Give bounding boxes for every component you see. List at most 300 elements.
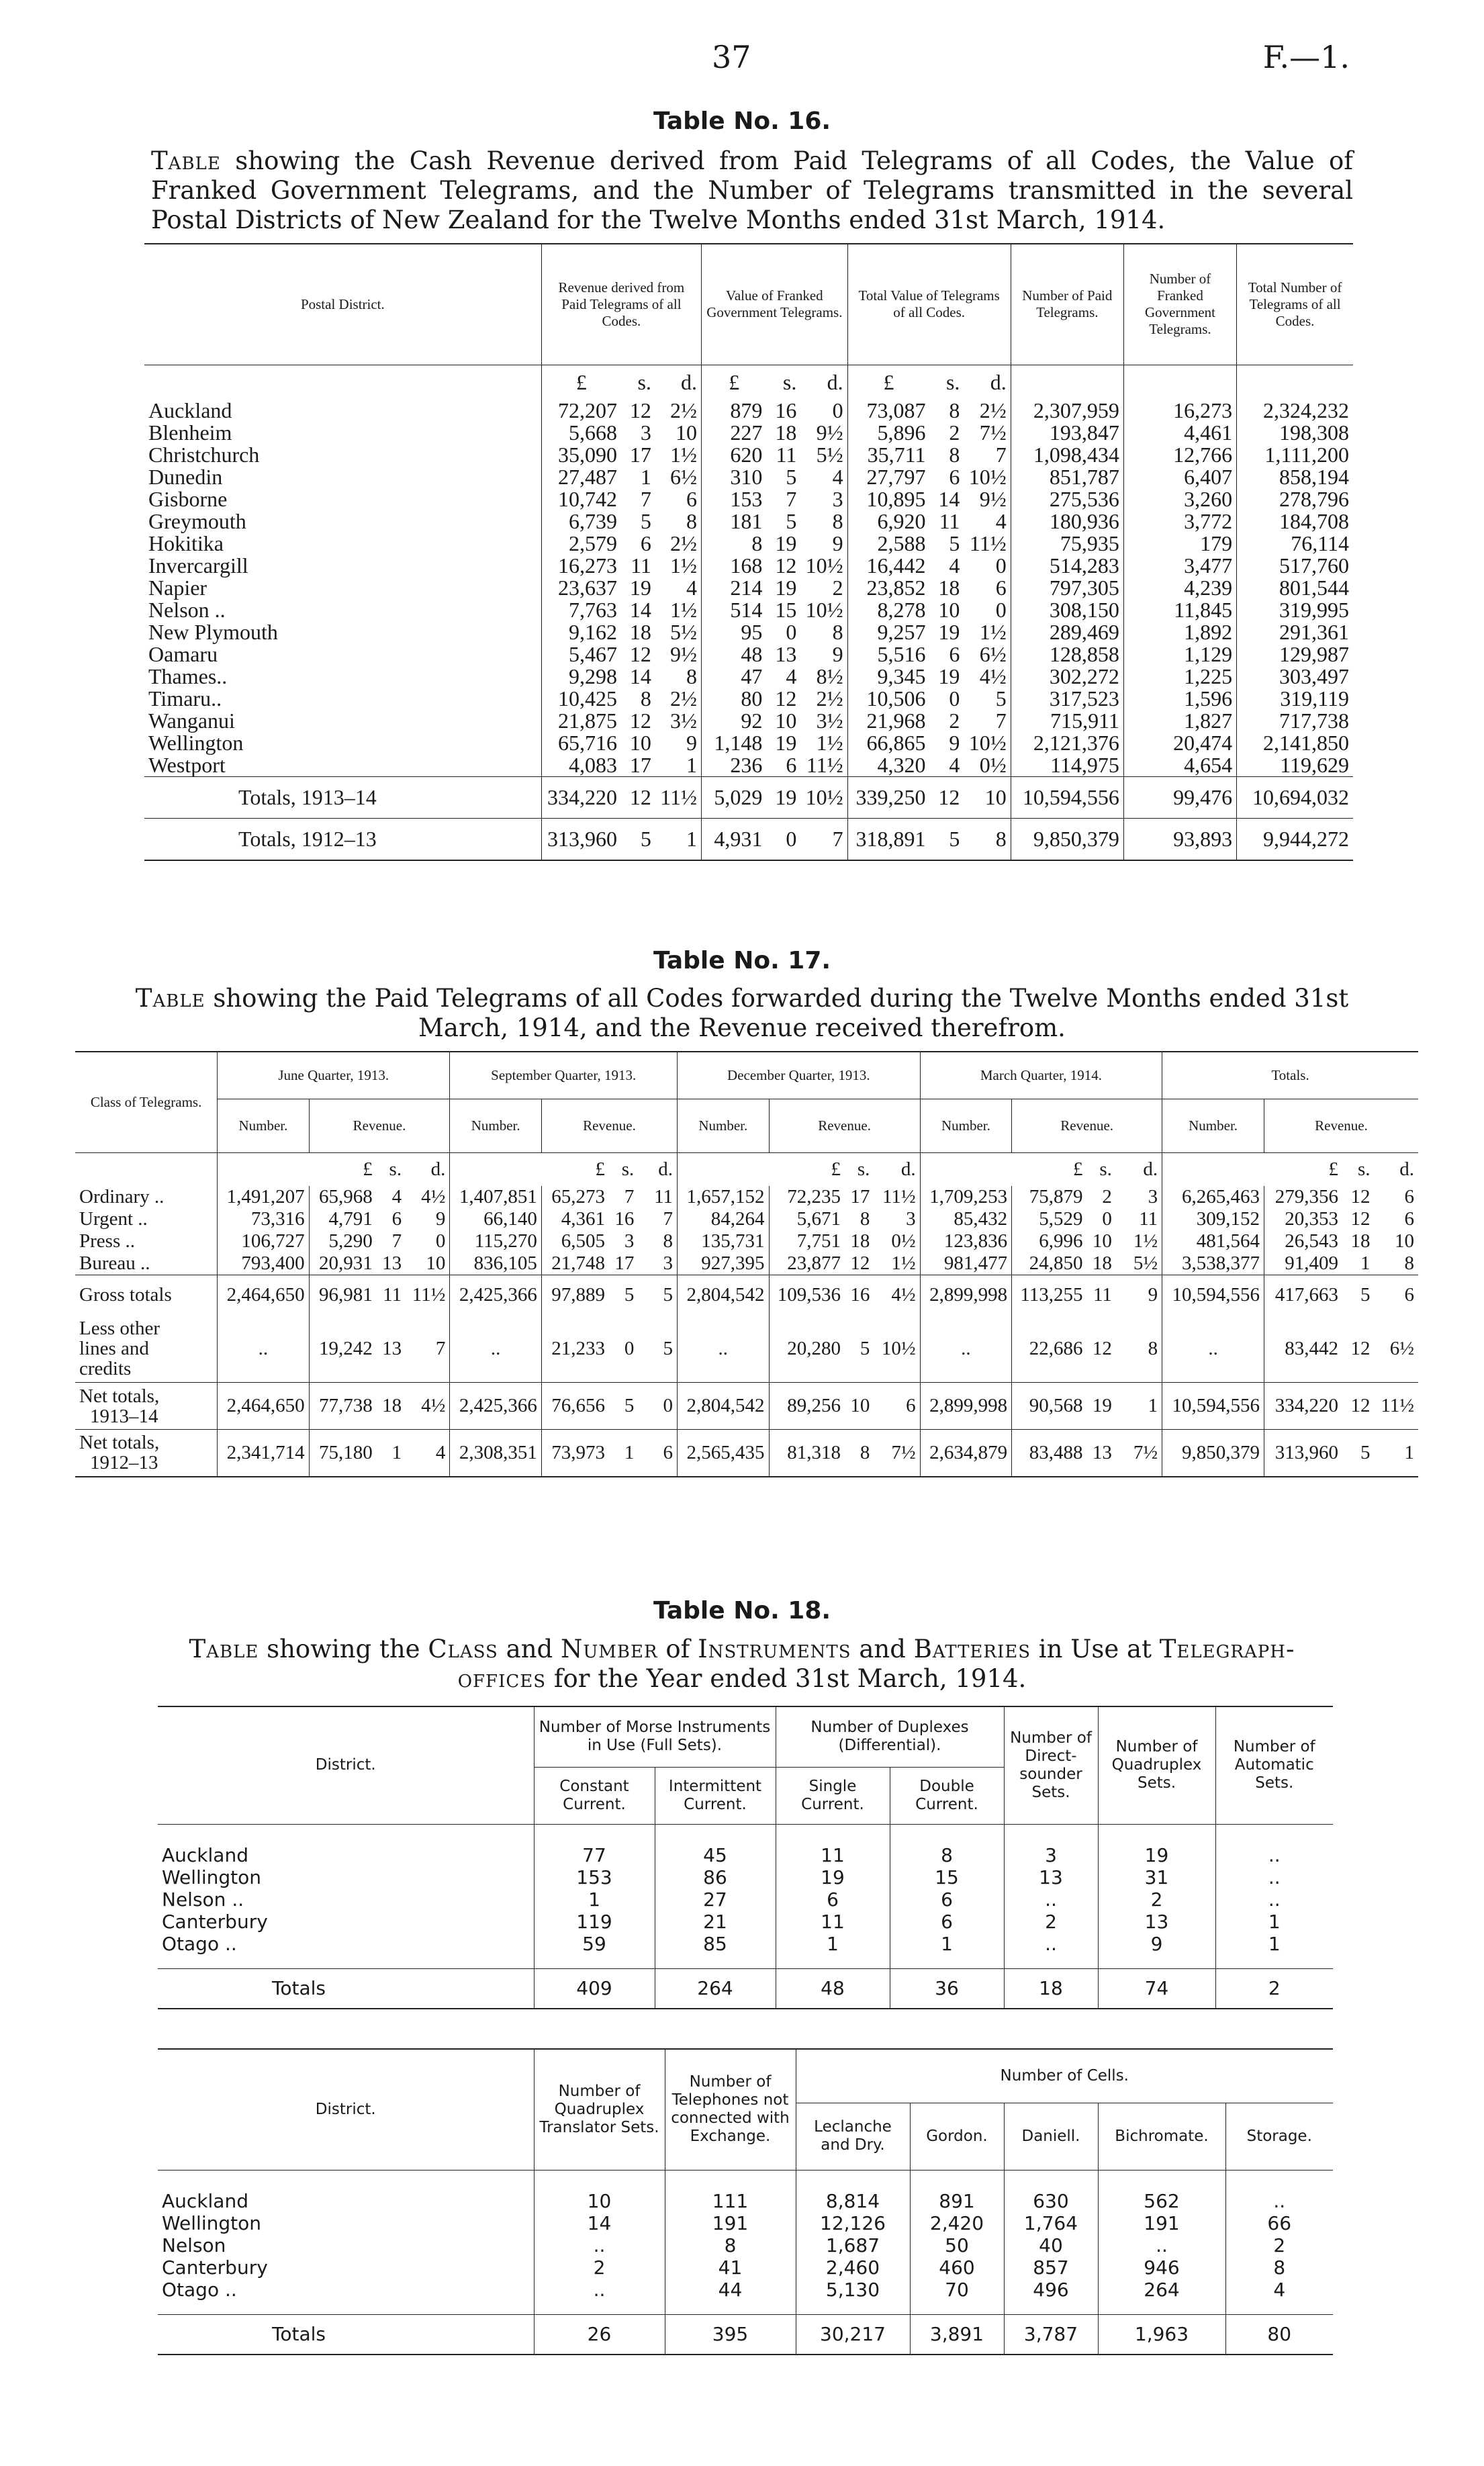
- table18-header-row: [158, 1706, 1333, 1767]
- table16-col-header: Value of Franked Government Telegrams.: [702, 244, 848, 365]
- unit-label: s.: [1099, 1158, 1112, 1180]
- revenue-pence: 3: [1148, 1186, 1158, 1207]
- revenue-pounds: 334,220: [1264, 1383, 1342, 1430]
- spacer-cell: [776, 1955, 890, 1968]
- spacer-cell: [890, 1824, 1004, 1844]
- unit-label: s.: [1358, 1158, 1371, 1180]
- battery-count: 40: [1004, 2234, 1098, 2256]
- count-value: 184,708: [1237, 510, 1353, 533]
- revenue-shillings: 13: [382, 1252, 402, 1274]
- battery-count: 460: [910, 2256, 1004, 2279]
- spacer-cell: [890, 1955, 1004, 1968]
- money-value: 18: [938, 576, 960, 600]
- money-value: 2½: [670, 686, 698, 711]
- revenue-shillings: 1: [1360, 1252, 1371, 1274]
- total-count: 395: [665, 2314, 796, 2355]
- money-value: 7: [995, 443, 1007, 467]
- district-name: Auckland: [148, 398, 232, 422]
- number-subheader: Number.: [1162, 1099, 1264, 1152]
- total-count: 18: [1004, 1968, 1098, 2009]
- revenue-pounds: 76,656: [541, 1383, 609, 1430]
- revenue-pence: 5½: [1133, 1252, 1158, 1274]
- table16-col-header: Revenue derived from Paid Telegrams of all Codes.: [541, 244, 701, 365]
- table18-caption-part: Telegraph-offices: [457, 1635, 1295, 1693]
- instrument-count: 59: [534, 1933, 655, 1955]
- spacer-row: [158, 2170, 1333, 2190]
- battery-count: 8: [665, 2234, 796, 2256]
- unit-label: s.: [621, 1158, 635, 1180]
- telegram-number: 10,594,556: [1162, 1275, 1264, 1316]
- revenue-pounds: 73,973: [541, 1430, 609, 1477]
- revenue-shillings: 18: [1092, 1252, 1112, 1274]
- count-value: 717,738: [1237, 710, 1353, 732]
- table17: [75, 1051, 1418, 1477]
- district-name: Napier: [148, 576, 207, 600]
- revenue-shillings: 0: [624, 1337, 635, 1359]
- table16-row: [144, 555, 1353, 577]
- instrument-count: ..: [1215, 1844, 1333, 1866]
- money-value: 13: [775, 642, 797, 666]
- revenue-shillings: 17: [614, 1252, 635, 1274]
- revenue-pounds: 90,568: [1012, 1383, 1087, 1430]
- money-value: 19: [938, 664, 960, 688]
- single-subheader: Single Current.: [776, 1767, 890, 1824]
- less-credits-label: [75, 1316, 218, 1383]
- money-value: 334,220: [541, 777, 621, 819]
- count-value: 797,305: [1011, 577, 1123, 599]
- money-value: 19: [775, 531, 797, 555]
- instrument-count: 85: [655, 1933, 776, 1955]
- revenue-pounds: 91,409: [1264, 1252, 1342, 1275]
- money-value: 6½: [979, 642, 1007, 666]
- money-value: 66,865: [847, 732, 929, 754]
- count-value: 3,772: [1123, 510, 1236, 533]
- money-value: 181: [702, 510, 767, 533]
- table18-caption-part: for the Year ended 31st March, 1914.: [553, 1664, 1027, 1693]
- cells-header: Number of Cells.: [796, 2049, 1333, 2103]
- money-value: 1½: [979, 620, 1007, 644]
- telegram-number: 2,804,542: [678, 1383, 770, 1430]
- revenue-pence: 0: [663, 1395, 674, 1416]
- battery-count: 191: [665, 2212, 796, 2234]
- table16-row: [144, 466, 1353, 488]
- money-value: 5½: [670, 620, 698, 644]
- count-value: 308,150: [1011, 599, 1123, 621]
- less-label-line: credits: [79, 1358, 132, 1380]
- district-name: Wellington: [162, 1866, 261, 1888]
- total-count: 36: [890, 1968, 1004, 2009]
- table16-row: [144, 444, 1353, 466]
- instrument-count: ..: [1004, 1888, 1098, 1911]
- money-value: 1½: [670, 443, 698, 467]
- spacer-cell: [665, 2301, 796, 2314]
- instrument-count: 119: [534, 1911, 655, 1933]
- revenue-shillings: 10: [850, 1395, 870, 1416]
- money-value: 9½: [979, 487, 1007, 511]
- revenue-shillings: 2: [1102, 1186, 1112, 1207]
- count-value: 517,760: [1237, 555, 1353, 577]
- money-value: 8: [995, 826, 1007, 851]
- table16-col-header: Total Number of Telegrams of all Codes.: [1237, 244, 1353, 365]
- count-value: 289,469: [1011, 621, 1123, 643]
- instrument-count: 27: [655, 1888, 776, 1911]
- money-value: 6,739: [541, 510, 621, 533]
- telegram-number: 85,432: [920, 1208, 1012, 1230]
- money-value: 7½: [979, 420, 1007, 445]
- telegram-number: 3,538,377: [1162, 1252, 1264, 1275]
- money-value: 9,298: [541, 666, 621, 688]
- instrument-count: 8: [890, 1844, 1004, 1866]
- net-label-year: 1912–13: [90, 1452, 158, 1474]
- revenue-pounds: 21,748: [541, 1252, 609, 1275]
- table16-row: [144, 666, 1353, 688]
- telegram-number: 2,634,879: [920, 1430, 1012, 1477]
- battery-count: 1,687: [796, 2234, 910, 2256]
- money-value: 5½: [816, 443, 843, 467]
- count-value: 9,944,272: [1237, 819, 1353, 860]
- money-value: 3: [640, 420, 651, 445]
- money-value: 3½: [670, 709, 698, 733]
- battery-count: 2,460: [796, 2256, 910, 2279]
- table16-caption-text: showing the Cash Revenue derived from Paid Telegrams of all Codes, the Value of Franked Government Telegrams, and the Number of Telegrams transmitted in the several Postal Districts of New Zealand for the Twelve Months ended 31st March, 1914.: [151, 146, 1353, 234]
- count-value: 278,796: [1237, 488, 1353, 510]
- money-value: 5,029: [702, 777, 767, 819]
- money-value: 9: [686, 731, 698, 755]
- revenue-pounds: 20,931: [309, 1252, 377, 1275]
- money-value: 5: [786, 509, 797, 533]
- money-value: 4: [949, 753, 960, 777]
- telegram-number: 2,464,650: [218, 1383, 310, 1430]
- less-label-line: lines and: [79, 1338, 149, 1360]
- money-value: 12: [629, 785, 651, 809]
- unit-label: £: [831, 1158, 841, 1180]
- table16-row: [144, 488, 1353, 510]
- table17-unit-row: [75, 1152, 1418, 1186]
- money-value: 11: [939, 509, 960, 533]
- revenue-pence: 10: [1395, 1230, 1414, 1252]
- revenue-pounds: 6,996: [1012, 1230, 1087, 1252]
- revenue-pounds: 4,361: [541, 1208, 609, 1230]
- revenue-pence: 7: [663, 1208, 674, 1230]
- unit-label: s.: [857, 1158, 870, 1180]
- revenue-shillings: 8: [860, 1441, 870, 1463]
- money-value: 72,207: [541, 400, 621, 422]
- money-value: 1: [686, 826, 698, 851]
- table18-row: [158, 1933, 1333, 1955]
- instrument-count: 9: [1098, 1933, 1215, 1955]
- count-value: 11,845: [1123, 599, 1236, 621]
- telegram-number: ..: [920, 1316, 1012, 1383]
- table16: [144, 243, 1353, 861]
- spacer-cell: [1004, 2170, 1098, 2190]
- table16-row: [144, 710, 1353, 732]
- district-name: Totals, 1913–14: [238, 785, 377, 809]
- battery-count: 4: [1225, 2279, 1333, 2301]
- total-count: 2: [1215, 1968, 1333, 2009]
- revenue-pence: 1½: [891, 1252, 916, 1274]
- instrument-count: 6: [776, 1888, 890, 1911]
- count-value: 2,307,959: [1011, 400, 1123, 422]
- automatic-header: Number of Automatic Sets.: [1215, 1706, 1333, 1824]
- revenue-pence: 4½: [891, 1284, 916, 1306]
- money-value: 2: [949, 709, 960, 733]
- table18b-row: [158, 2190, 1333, 2212]
- money-value: 5: [949, 531, 960, 555]
- spacer-cell: [678, 1152, 770, 1186]
- revenue-pounds: 65,968: [309, 1186, 377, 1208]
- revenue-shillings: 18: [1350, 1230, 1371, 1252]
- money-value: 19: [938, 620, 960, 644]
- count-value: 3,477: [1123, 555, 1236, 577]
- battery-count: 2: [1225, 2234, 1333, 2256]
- revenue-pounds: 72,235: [769, 1186, 845, 1208]
- instrument-count: 6: [890, 1888, 1004, 1911]
- money-value: 1½: [816, 731, 843, 755]
- count-value: 715,911: [1011, 710, 1123, 732]
- telegram-number: ..: [450, 1316, 542, 1383]
- money-value: 23,852: [847, 577, 929, 599]
- money-value: 12: [629, 642, 651, 666]
- total-count: 264: [655, 1968, 776, 2009]
- battery-count: ..: [534, 2279, 665, 2301]
- money-value: 879: [702, 400, 767, 422]
- spacer-cell: [450, 1152, 542, 1186]
- telegram-number: ..: [1162, 1316, 1264, 1383]
- revenue-pounds: 75,180: [309, 1430, 377, 1477]
- table16-row: [144, 599, 1353, 621]
- quarter-header: June Quarter, 1913.: [218, 1052, 450, 1099]
- district-name: Wellington: [148, 731, 244, 755]
- count-value: 291,361: [1237, 621, 1353, 643]
- money-value: 10½: [968, 465, 1007, 489]
- revenue-pence: 8: [663, 1230, 674, 1252]
- table18b-row: [158, 2234, 1333, 2256]
- instrument-count: 19: [1098, 1844, 1215, 1866]
- instrument-count: 1: [534, 1888, 655, 1911]
- spacer-cell: [1098, 1955, 1215, 1968]
- money-value: 14: [629, 598, 651, 622]
- district-name: Nelson: [162, 2234, 226, 2256]
- constant-subheader: Constant Current.: [534, 1767, 655, 1824]
- instrument-count: 13: [1004, 1866, 1098, 1888]
- count-value: 303,497: [1237, 666, 1353, 688]
- bichromate-subheader: Bichromate.: [1098, 2103, 1225, 2170]
- unit-label: d.: [1143, 1158, 1158, 1180]
- table18b-header-row: [158, 2049, 1333, 2103]
- revenue-pence: 10½: [881, 1337, 916, 1359]
- district-name: Dunedin: [148, 465, 223, 489]
- battery-count: 630: [1004, 2190, 1098, 2212]
- count-value: 302,272: [1011, 666, 1123, 688]
- money-value: 10,506: [847, 688, 929, 710]
- money-value: 16,273: [541, 555, 621, 577]
- unit-label: d.: [430, 1158, 446, 1180]
- instrument-count: 31: [1098, 1866, 1215, 1888]
- money-value: 2½: [670, 398, 698, 422]
- class-name: Press ..: [79, 1230, 135, 1252]
- money-value: 47: [702, 666, 767, 688]
- table16-row: [144, 510, 1353, 533]
- count-value: 1,111,200: [1237, 444, 1353, 466]
- money-value: 10½: [968, 731, 1007, 755]
- telegram-number: 836,105: [450, 1252, 542, 1275]
- instrument-count: 3: [1004, 1844, 1098, 1866]
- total-count: 1,963: [1098, 2314, 1225, 2355]
- spacer-cell: [1098, 2170, 1225, 2190]
- telegram-number: 2,804,542: [678, 1275, 770, 1316]
- telegram-number: 2,425,366: [450, 1383, 542, 1430]
- money-value: 4: [832, 465, 843, 489]
- instrument-count: ..: [1004, 1933, 1098, 1955]
- unit-label: £: [1073, 1158, 1083, 1180]
- money-value: 6: [949, 465, 960, 489]
- revenue-pence: 7½: [1133, 1441, 1158, 1463]
- table18-instruments: [158, 1706, 1333, 2009]
- battery-count: 562: [1098, 2190, 1225, 2212]
- spacer-cell: [158, 1955, 534, 1968]
- spacer-cell: [1098, 2301, 1225, 2314]
- count-value: 514,283: [1011, 555, 1123, 577]
- district-name: Blenheim: [148, 420, 232, 445]
- table16-caption-lead: Table: [151, 146, 221, 175]
- table17-caption-lead: Table: [135, 984, 205, 1013]
- money-value: 6: [995, 576, 1007, 600]
- revenue-shillings: 18: [382, 1395, 402, 1416]
- battery-count: 1,764: [1004, 2212, 1098, 2234]
- spacer-cell: [158, 2301, 534, 2314]
- money-value: 11: [631, 553, 651, 578]
- spacer-cell: [1225, 2170, 1333, 2190]
- total-count: 26: [534, 2314, 665, 2355]
- unit-label: £: [847, 365, 929, 400]
- unit-label: d.: [1399, 1158, 1414, 1180]
- spacer-cell: [920, 1152, 1012, 1186]
- unit-label: s.: [637, 369, 651, 394]
- table16-col-header: Number of Franked Government Telegrams.: [1123, 244, 1236, 365]
- money-value: 5: [640, 826, 651, 851]
- money-value: 153: [702, 488, 767, 510]
- telephones-header: Number of Telephones not connected with Exchange.: [665, 2049, 796, 2170]
- revenue-pounds: 23,877: [769, 1252, 845, 1275]
- table17-row: [75, 1252, 1418, 1275]
- instrument-count: 77: [534, 1844, 655, 1866]
- money-value: 10,742: [541, 488, 621, 510]
- revenue-shillings: 12: [1350, 1395, 1371, 1416]
- net-label-line: Net totals,: [79, 1432, 160, 1454]
- money-value: 2: [832, 576, 843, 600]
- revenue-shillings: 1: [391, 1441, 402, 1463]
- district-header: District.: [158, 2049, 534, 2170]
- count-value: 4,239: [1123, 577, 1236, 599]
- count-value: 319,119: [1237, 688, 1353, 710]
- table18-caption-lead: Table: [189, 1635, 259, 1663]
- revenue-shillings: 5: [624, 1395, 635, 1416]
- revenue-pounds: 113,255: [1012, 1275, 1087, 1316]
- money-value: 9,345: [847, 666, 929, 688]
- money-value: 514: [702, 599, 767, 621]
- revenue-pence: 6: [1404, 1208, 1414, 1230]
- money-value: 1: [686, 753, 698, 777]
- count-value: 1,225: [1123, 666, 1236, 688]
- money-value: 14: [938, 487, 960, 511]
- revenue-shillings: 13: [1092, 1441, 1112, 1463]
- spacer-cell: [910, 2170, 1004, 2190]
- battery-count: 946: [1098, 2256, 1225, 2279]
- count-value: 76,114: [1237, 533, 1353, 555]
- money-value: 23,637: [541, 577, 621, 599]
- daniell-subheader: Daniell.: [1004, 2103, 1098, 2170]
- spacer-cell: [534, 1955, 655, 1968]
- district-name: Greymouth: [148, 509, 246, 533]
- table18-row: [158, 1866, 1333, 1888]
- table18-caption-part: Number: [560, 1635, 658, 1663]
- battery-count: ..: [1098, 2234, 1225, 2256]
- revenue-pounds: 417,663: [1264, 1275, 1342, 1316]
- battery-count: 2: [534, 2256, 665, 2279]
- money-value: 2½: [816, 686, 843, 711]
- count-value: 1,892: [1123, 621, 1236, 643]
- table17-row: [75, 1186, 1418, 1208]
- money-value: 214: [702, 577, 767, 599]
- money-value: 19: [775, 731, 797, 755]
- spacer-cell: [776, 1824, 890, 1844]
- spacer-cell: [1162, 1152, 1264, 1186]
- money-value: 4: [949, 553, 960, 578]
- table18b-total-row: [158, 2314, 1333, 2355]
- money-value: 7: [832, 826, 843, 851]
- revenue-shillings: 17: [850, 1186, 870, 1207]
- money-value: 7: [640, 487, 651, 511]
- revenue-pence: 9: [435, 1208, 446, 1230]
- telegram-number: 1,491,207: [218, 1186, 310, 1208]
- money-value: 310: [702, 466, 767, 488]
- money-value: 0: [995, 553, 1007, 578]
- spacer-row: [158, 2301, 1333, 2314]
- money-value: 19: [629, 576, 651, 600]
- money-value: 8: [949, 443, 960, 467]
- revenue-shillings: 12: [850, 1252, 870, 1274]
- revenue-pounds: 24,850: [1012, 1252, 1087, 1275]
- district-name: Hokitika: [148, 531, 224, 555]
- revenue-shillings: 5: [1360, 1441, 1371, 1463]
- unit-label: d.: [900, 1158, 916, 1180]
- money-value: 7,763: [541, 599, 621, 621]
- total-count: 48: [776, 1968, 890, 2009]
- storage-subheader: Storage.: [1225, 2103, 1333, 2170]
- money-value: 0: [995, 598, 1007, 622]
- count-value: 1,827: [1123, 710, 1236, 732]
- revenue-pounds: 83,442: [1264, 1316, 1342, 1383]
- class-name: Urgent ..: [79, 1208, 148, 1230]
- spacer-cell: [1123, 365, 1236, 400]
- instrument-count: 19: [776, 1866, 890, 1888]
- revenue-shillings: 11: [1093, 1284, 1112, 1306]
- money-value: 19: [775, 785, 797, 809]
- table18-batteries: [158, 2048, 1333, 2355]
- revenue-pence: 8: [1148, 1337, 1158, 1359]
- spacer-cell: [1004, 1955, 1098, 1968]
- revenue-shillings: 7: [624, 1186, 635, 1207]
- money-value: 4,320: [847, 754, 929, 777]
- money-value: 0: [949, 686, 960, 711]
- count-value: 1,129: [1123, 643, 1236, 666]
- battery-count: 891: [910, 2190, 1004, 2212]
- revenue-pence: 11½: [1381, 1395, 1414, 1416]
- instrument-count: 11: [776, 1911, 890, 1933]
- money-value: 65,716: [541, 732, 621, 754]
- instrument-count: 13: [1098, 1911, 1215, 1933]
- telegram-number: 2,308,351: [450, 1430, 542, 1477]
